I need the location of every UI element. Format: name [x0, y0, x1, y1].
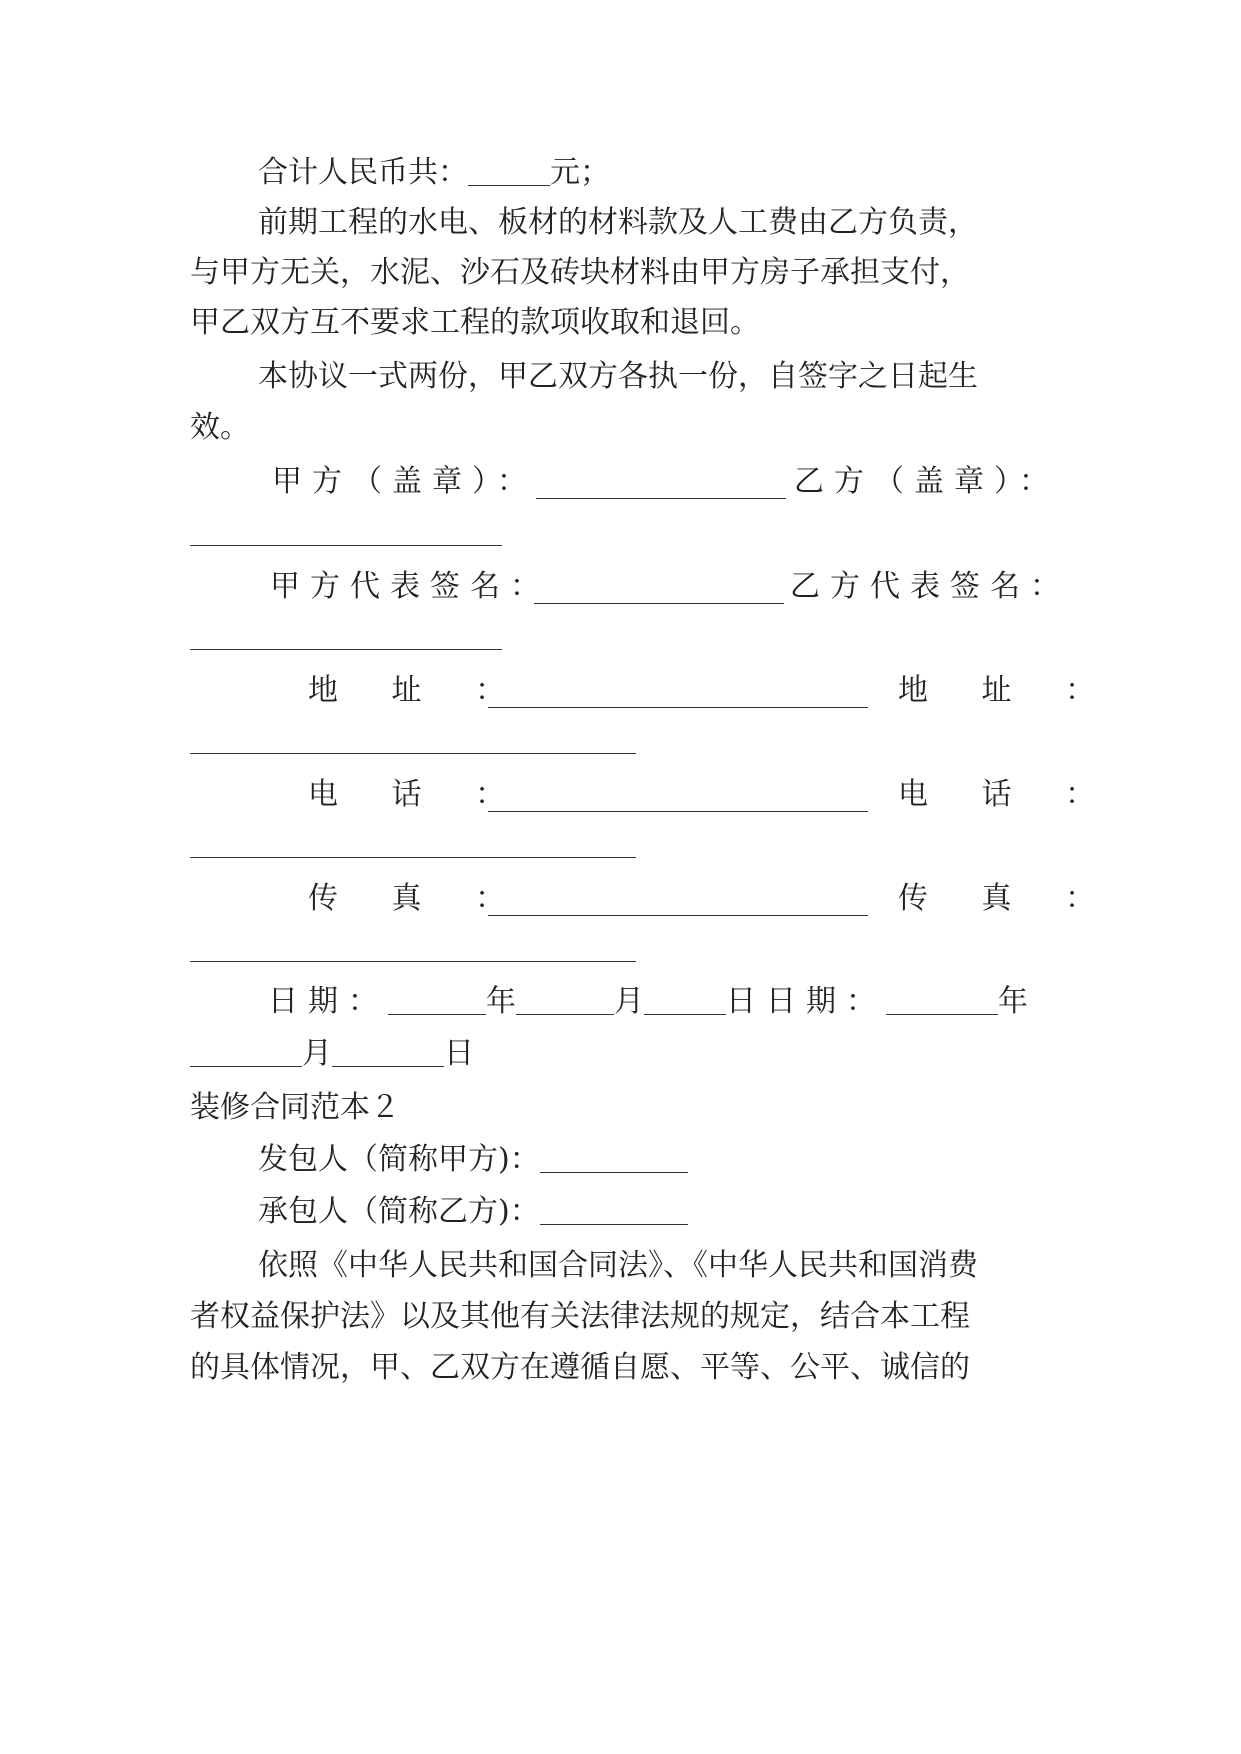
total-amount-label: 合计人民币共：: [258, 155, 468, 190]
month-blank: [516, 984, 614, 1015]
party-a-blank: [540, 1142, 688, 1173]
signature-blank: [190, 649, 502, 650]
party-b-label: 承包人（简称乙方)：: [258, 1194, 540, 1229]
paragraph-line: 者权益保护法》以及其他有关法律法规的规定，结合本工程: [190, 1299, 970, 1334]
phone-blank: [190, 857, 636, 858]
party-a-fax-label: 传 真 ：: [308, 881, 528, 916]
day-label: 日: [444, 1036, 474, 1071]
party-b-fax-label: 传 真 ：: [898, 881, 1118, 916]
paragraph-line: 的具体情况，甲、乙双方在遵循自愿、平等、公平、诚信的: [190, 1350, 970, 1385]
fax-blank: [488, 915, 868, 916]
paragraph-line: 依照《中华人民共和国合同法》、《中华人民共和国消费: [258, 1248, 978, 1283]
paragraph-line: 甲乙双方互不要求工程的款项收取和退回。: [190, 305, 760, 340]
paragraph-line: 本协议一式两份，甲乙双方各执一份，自签字之日起生: [258, 359, 978, 394]
party-a-rep-label: 甲方代表签名：: [270, 569, 550, 604]
party-b-blank: [540, 1194, 688, 1225]
year-label: 年: [998, 984, 1028, 1019]
total-amount-line: [258, 153, 1128, 193]
year-blank: [886, 984, 998, 1015]
party-a-phone-label: 电 话 ：: [308, 777, 528, 812]
paragraph-line: 与甲方无关，水泥、沙石及砖块材料由甲方房子承担支付，: [190, 255, 970, 290]
address-blank: [488, 707, 868, 708]
currency-unit: 元；: [550, 155, 610, 190]
signature-blank: [534, 603, 784, 604]
party-a-date-label: 日期：: [268, 984, 388, 1019]
amount-blank: [468, 155, 550, 186]
day-blank: [332, 1036, 444, 1067]
party-b-address-label: 地 址 ：: [898, 673, 1118, 708]
fax-blank: [190, 961, 636, 962]
party-a-line: [258, 1140, 1128, 1180]
party-b-line: [258, 1192, 1128, 1232]
year-blank: [388, 984, 486, 1015]
phone-blank: [488, 811, 868, 812]
date-line-continued: [190, 1034, 1060, 1074]
party-a-seal-label: 甲方（盖章）：: [272, 464, 537, 499]
month-label: 月: [302, 1036, 332, 1071]
section-heading: 装修合同范本２: [190, 1090, 400, 1125]
party-a-label: 发包人（简称甲方)：: [258, 1142, 540, 1177]
month-label: 月: [614, 984, 644, 1019]
party-b-date-label: 日日期：: [726, 984, 886, 1019]
party-b-phone-label: 电 话 ：: [898, 777, 1118, 812]
day-blank: [644, 984, 726, 1015]
address-blank: [190, 753, 636, 754]
party-a-address-label: 地 址 ：: [308, 673, 528, 708]
month-blank: [190, 1036, 302, 1067]
party-b-rep-label: 乙方代表签名：: [790, 569, 1070, 604]
party-b-seal-label: 乙方（盖章）：: [794, 464, 1059, 499]
date-line: [268, 982, 1068, 1022]
paragraph-line: 前期工程的水电、板材的材料款及人工费由乙方负责，: [258, 205, 978, 240]
signature-blank: [536, 498, 786, 499]
paragraph-line: 效。: [190, 410, 250, 445]
year-label: 年: [486, 984, 516, 1019]
signature-blank: [190, 545, 502, 546]
